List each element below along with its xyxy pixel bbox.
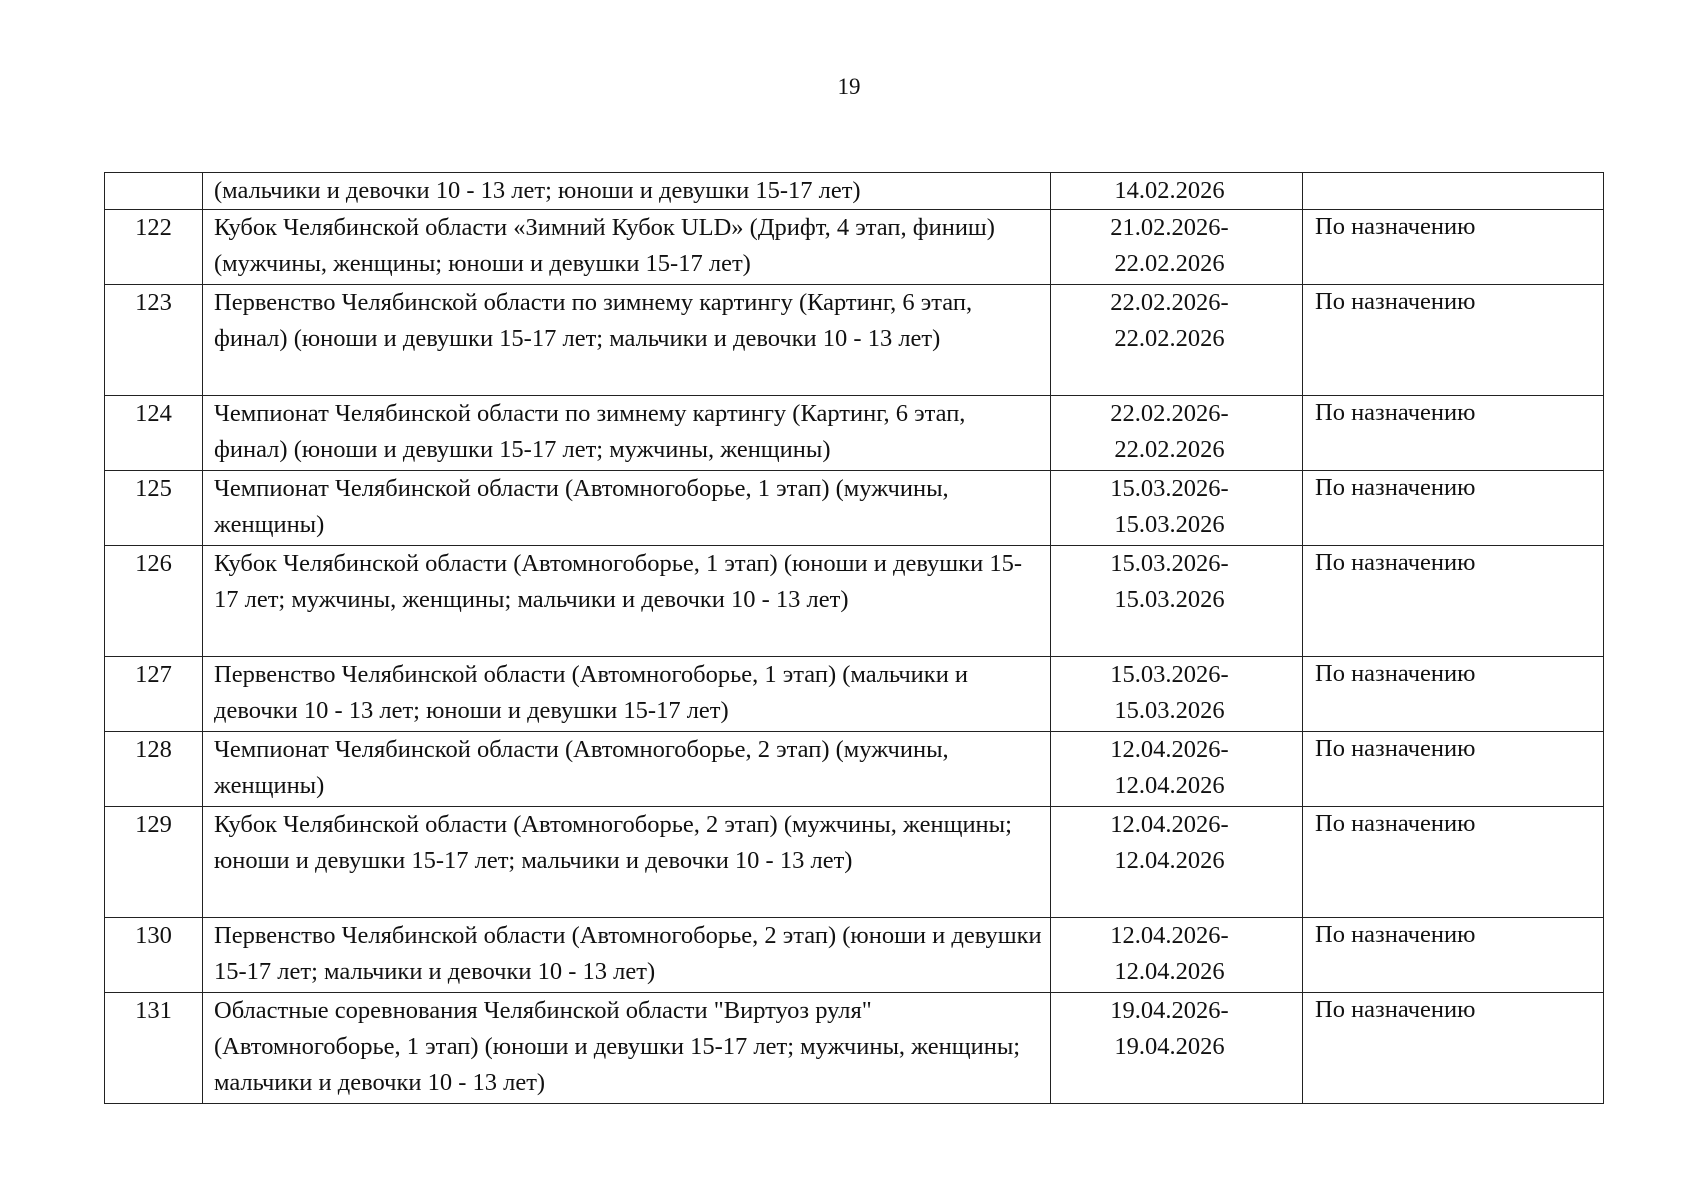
cell-place	[1303, 173, 1604, 210]
events-table	[104, 172, 1604, 1104]
cell-place: По назначению	[1303, 285, 1604, 396]
cell-place: По назначению	[1303, 732, 1604, 807]
table-row	[105, 918, 1604, 993]
date-end: 19.04.2026	[1114, 1033, 1225, 1060]
cell-date	[1051, 471, 1303, 546]
date-end: 22.02.2026	[1114, 325, 1225, 352]
cell-date	[1051, 546, 1303, 657]
cell-event-name: Первенство Челябинской области (Автомногоборье, 2 этап) (юноши и девушки 15-17 лет; мальчики и девочки 10 - 13 лет)	[203, 918, 1051, 993]
date-end: 12.04.2026	[1114, 847, 1225, 874]
date-start: 15.03.2026-	[1110, 661, 1229, 688]
date-end: 15.03.2026	[1114, 586, 1225, 613]
cell-date	[1051, 210, 1303, 285]
cell-number	[105, 173, 203, 210]
date-start: 19.04.2026-	[1110, 997, 1229, 1024]
cell-event-name: Первенство Челябинской области по зимнему картингу (Картинг, 6 этап, финал) (юноши и девушки 15-17 лет; мальчики и девочки 10 - 13 лет)	[203, 285, 1051, 396]
table-row	[105, 285, 1604, 396]
cell-date	[1051, 918, 1303, 993]
cell-number: 123	[105, 285, 203, 396]
cell-number: 122	[105, 210, 203, 285]
cell-number: 130	[105, 918, 203, 993]
cell-date	[1051, 285, 1303, 396]
cell-place: По назначению	[1303, 471, 1604, 546]
cell-number: 128	[105, 732, 203, 807]
cell-place: По назначению	[1303, 807, 1604, 918]
date-end: 15.03.2026	[1114, 511, 1225, 538]
date-start: 21.02.2026-	[1110, 214, 1229, 241]
date-end: 22.02.2026	[1114, 436, 1225, 463]
cell-event-name: Кубок Челябинской области «Зимний Кубок ULD» (Дрифт, 4 этап, финиш) (мужчины, женщины; юноши и девушки 15-17 лет)	[203, 210, 1051, 285]
cell-number: 126	[105, 546, 203, 657]
date-start: 15.03.2026-	[1110, 475, 1229, 502]
table-row	[105, 807, 1604, 918]
cell-place: По назначению	[1303, 210, 1604, 285]
cell-date: 14.02.2026	[1051, 173, 1303, 210]
cell-date	[1051, 396, 1303, 471]
date-end: 12.04.2026	[1114, 772, 1225, 799]
cell-place: По назначению	[1303, 918, 1604, 993]
table-row-continuation	[105, 173, 1604, 210]
cell-event-name: Областные соревнования Челябинской области "Виртуоз руля" (Автомногоборье, 1 этап) (юноши и девушки 15-17 лет; мужчины, женщины; мальчики и девочки 10 - 13 лет)	[203, 993, 1051, 1104]
date-end: 22.02.2026	[1114, 250, 1225, 277]
cell-date	[1051, 993, 1303, 1104]
table-row	[105, 210, 1604, 285]
date-end: 12.04.2026	[1114, 958, 1225, 985]
date-start: 12.04.2026-	[1110, 736, 1229, 763]
page-number: 19	[837, 74, 861, 99]
cell-date	[1051, 732, 1303, 807]
date-start: 15.03.2026-	[1110, 550, 1229, 577]
table-row	[105, 993, 1604, 1104]
date-end: 15.03.2026	[1114, 697, 1225, 724]
table-row	[105, 396, 1604, 471]
table-row	[105, 546, 1604, 657]
table-row	[105, 732, 1604, 807]
cell-date	[1051, 657, 1303, 732]
cell-event-name: Чемпионат Челябинской области (Автомногоборье, 2 этап) (мужчины, женщины)	[203, 732, 1051, 807]
cell-place: По назначению	[1303, 546, 1604, 657]
cell-number: 127	[105, 657, 203, 732]
table-row	[105, 657, 1604, 732]
cell-place: По назначению	[1303, 396, 1604, 471]
cell-event-name: Чемпионат Челябинской области по зимнему картингу (Картинг, 6 этап, финал) (юноши и девушки 15-17 лет; мужчины, женщины)	[203, 396, 1051, 471]
cell-number: 129	[105, 807, 203, 918]
date-start: 22.02.2026-	[1110, 400, 1229, 427]
cell-place: По назначению	[1303, 657, 1604, 732]
date-start: 22.02.2026-	[1110, 289, 1229, 316]
date-start: 12.04.2026-	[1110, 811, 1229, 838]
cell-event-name: Чемпионат Челябинской области (Автомногоборье, 1 этап) (мужчины, женщины)	[203, 471, 1051, 546]
cell-event-name: Кубок Челябинской области (Автомногоборье, 1 этап) (юноши и девушки 15-17 лет; мужчины, женщины; мальчики и девочки 10 - 13 лет)	[203, 546, 1051, 657]
table-row	[105, 471, 1604, 546]
cell-event-name: Первенство Челябинской области (Автомногоборье, 1 этап) (мальчики и девочки 10 - 13 лет; юноши и девушки 15-17 лет)	[203, 657, 1051, 732]
cell-date	[1051, 807, 1303, 918]
date-start: 12.04.2026-	[1110, 922, 1229, 949]
cell-number: 131	[105, 993, 203, 1104]
cell-place: По назначению	[1303, 993, 1604, 1104]
cell-number: 125	[105, 471, 203, 546]
cell-number: 124	[105, 396, 203, 471]
cell-event-name: (мальчики и девочки 10 - 13 лет; юноши и девушки 15-17 лет)	[203, 173, 1051, 210]
cell-event-name: Кубок Челябинской области (Автомногоборье, 2 этап) (мужчины, женщины; юноши и девушки 15-17 лет; мальчики и девочки 10 - 13 лет)	[203, 807, 1051, 918]
events-table-body	[105, 173, 1604, 1104]
